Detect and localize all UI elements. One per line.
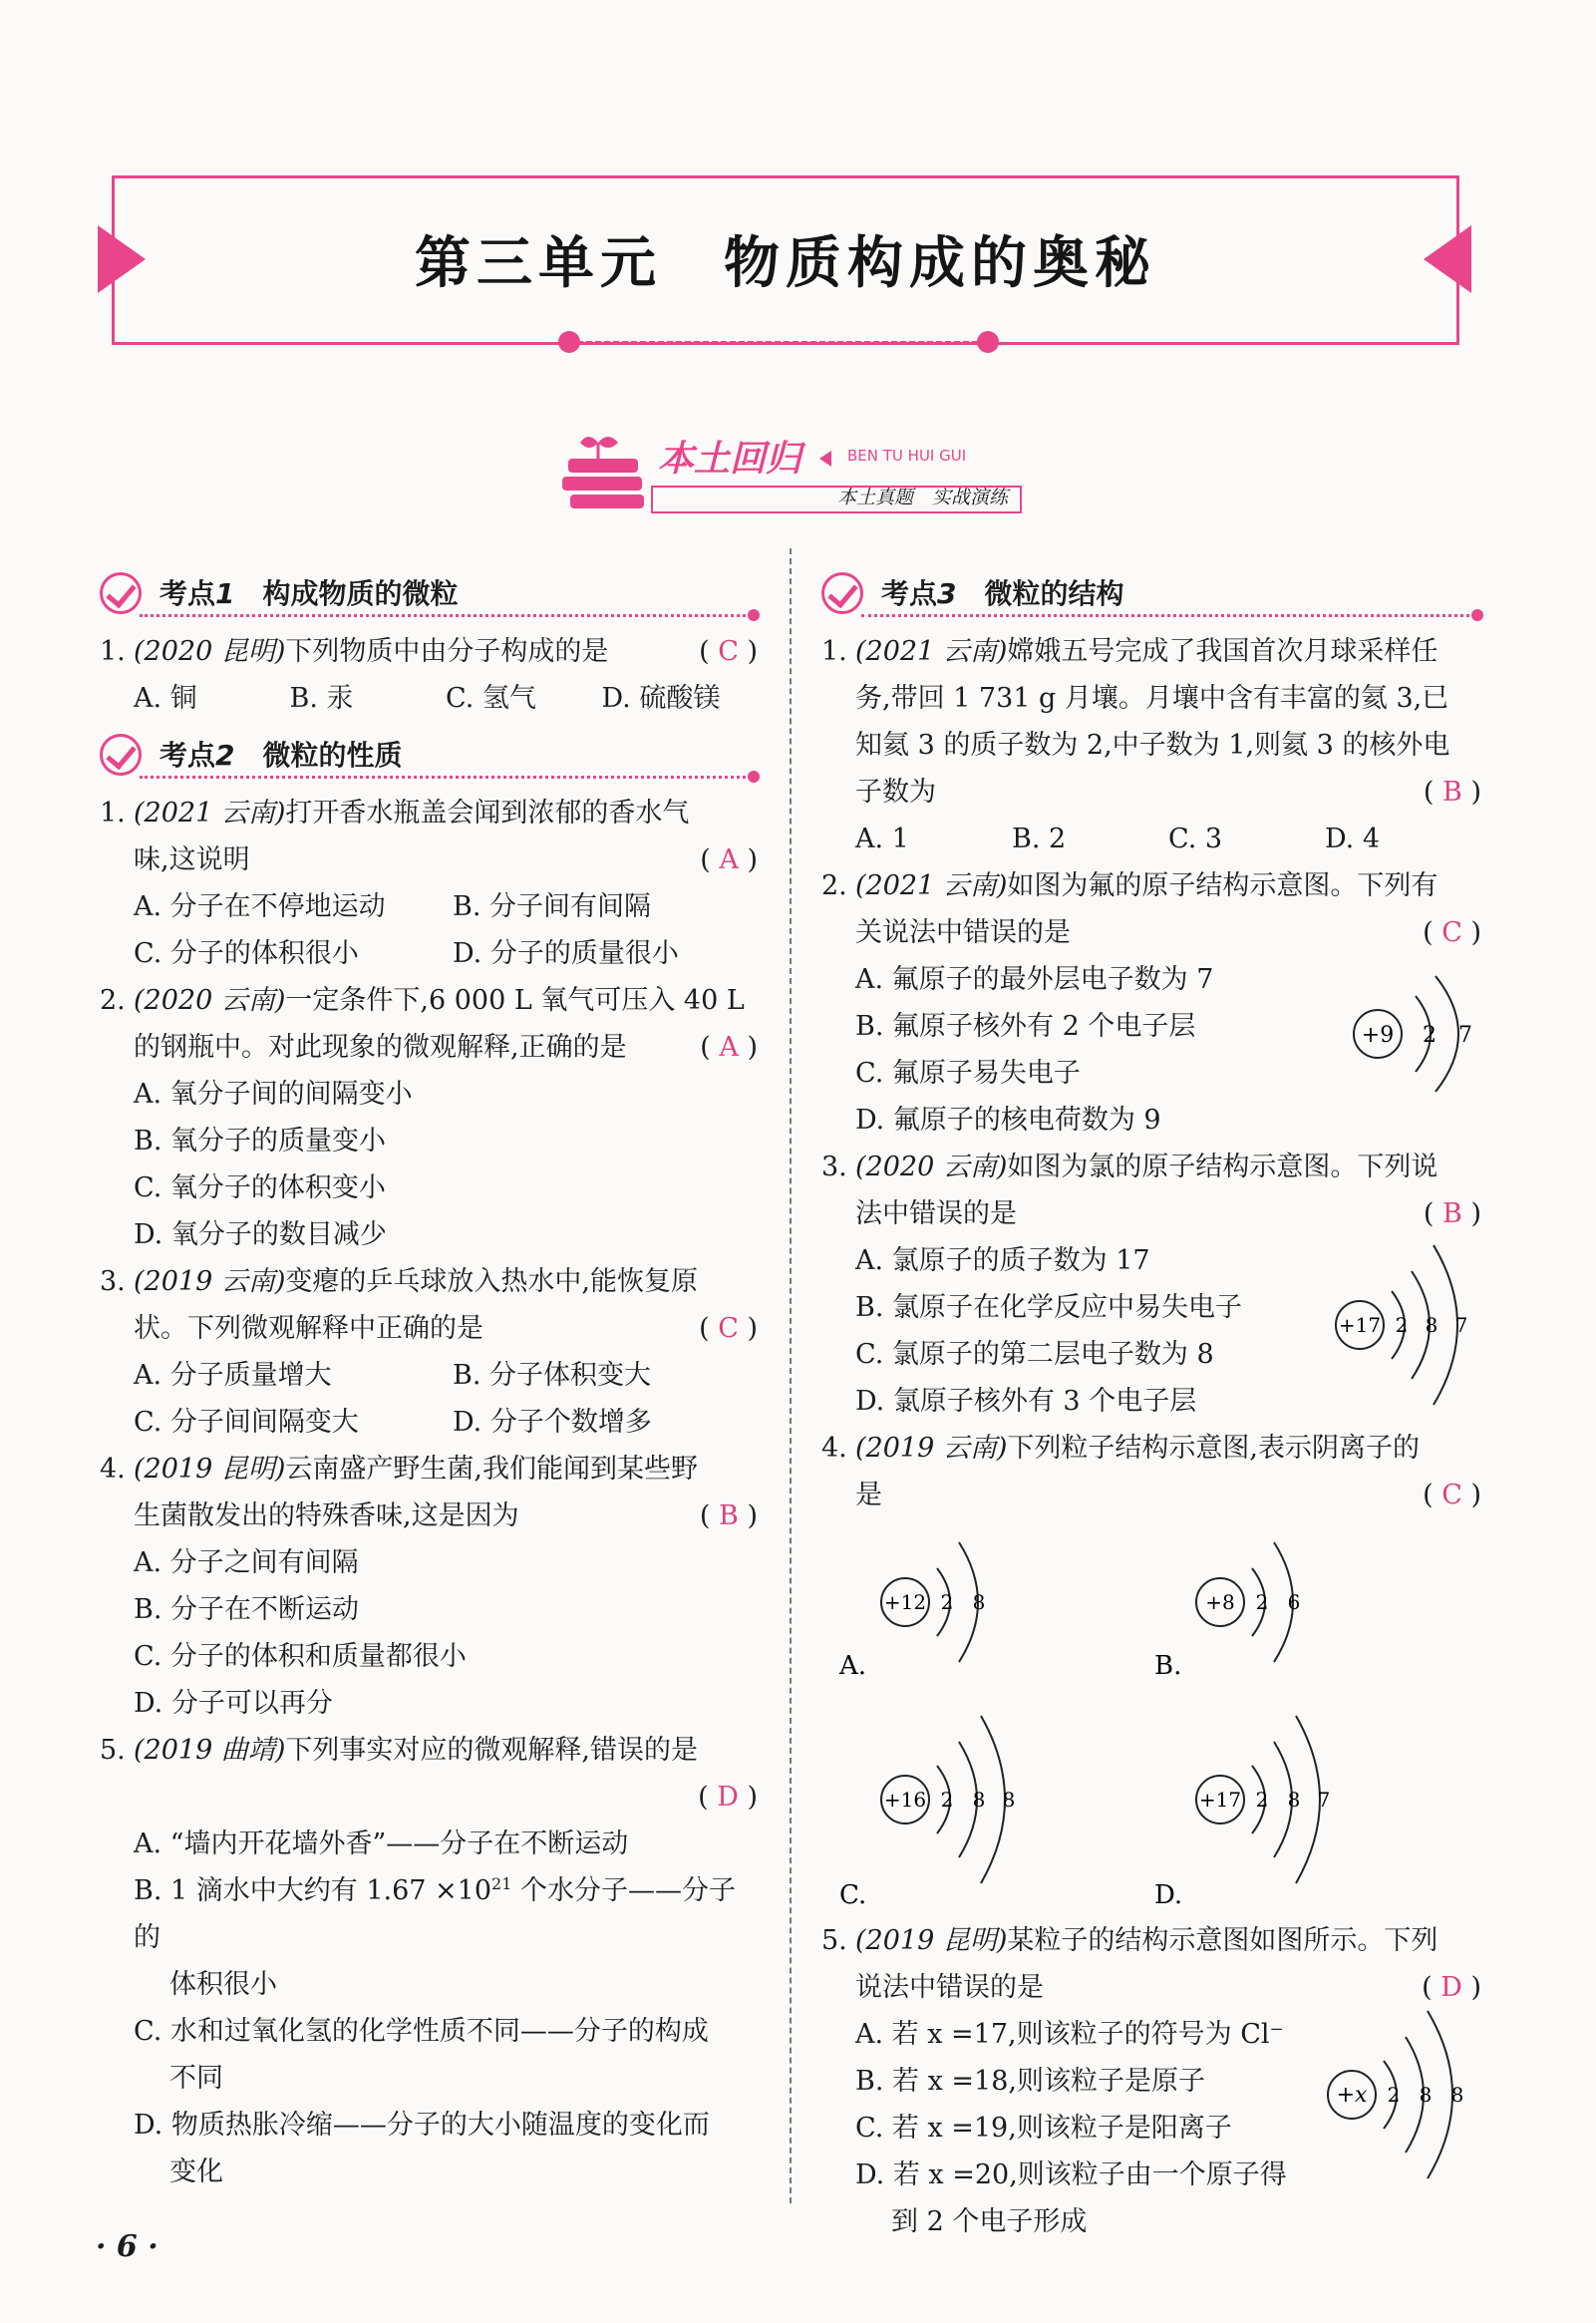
fluorine-atom-diagram (1350, 956, 1479, 1116)
svg-text:A.: A. (839, 1651, 867, 1681)
q4-choice-diagrams (821, 1518, 1481, 1917)
check-circle-icon (100, 734, 142, 776)
question-s2q2: 2. (2020 云南)一定条件下,6 000 L 氧气可压入 40 L 的钢瓶中。对此现象的微观解释,正确的是 ( A ) (100, 977, 758, 1071)
svg-text:+16: +16 (883, 1788, 927, 1812)
svg-text:8: 8 (972, 1788, 986, 1812)
svg-text:8: 8 (1425, 1313, 1438, 1337)
options-s2q1: A. 分子在不停地运动 B. 分子间有间隔 (134, 891, 652, 922)
page-number: · 6 · (96, 2229, 159, 2264)
answer: ( D ) (1422, 1972, 1481, 2003)
left-column: 考点1 构成物质的微粒 1. (2020 昆明)下列物质中由分子构成的是 ( C ) A. 铜 B. 汞 C. 氢气 D. 硫酸镁 考点2 微粒的性质 1. (2021 云南)打开香水瓶盖会闻到浓郁的香水气 味,这说明 ( A ) A. 分子在不停地运动 B. 分子间有间隔 C. 分子的体积很小 D. 分子的质量很小 2. (2020 云南)一定条件下,6 000 L 氧气可压入 40 L 的钢瓶中。对此现象的微观解释,正确的是 ( A ) A. 氧分子间的间隔变小 B. 氧分子的质量变小 C. 氧分子的体积变小 D. 氧分子的数目减少 3. (2019 云南)变瘪的乒乓球放入热水中,能恢复原 状。下列微观解释中正确的是 ( C ) A. 分子质量增大 B. 分子体积变大 C. 分子间间隔变大 D. 分子个数增多 4. (2019 昆明)云南盛产野生菌,我们能闻到某些野 生菌散发出的特殊香味,这是因为 ( B ) A. 分子之间有间隔 B. 分子在不断运动 C. 分子的体积和质量都很小 D. 分子可以再分 5. (2019 曲靖)下列事实对应的微观解释,错误的是 ( D ) A. “墙内开花墙外香”——分子在不断运动 B. 1 滴水中大约有 $1.67 \times 10^{21}$ 个水分子——分子的 体积很小 C. 水和过氧化氢的化学性质不同——分子的构成 不同 D. 物质热胀冷缩——分子的大小随温度的变化而 变化 (100, 560, 758, 2195)
page-title: 第三单元 物质构成的奥秘 (415, 231, 1156, 296)
svg-text:2: 2 (1387, 2083, 1401, 2107)
diagram-choice-b (1150, 1532, 1449, 1692)
svg-text:C.: C. (839, 1880, 867, 1910)
particle-x-diagram (1320, 2003, 1479, 2182)
answer: ( B ) (1423, 777, 1481, 808)
banner-main-text: 本土回归 (658, 439, 802, 480)
answer: ( B ) (699, 1500, 758, 1531)
section-header-3: 考点3 微粒的结构 (821, 566, 1481, 626)
section-dotted-line (861, 614, 1475, 617)
svg-text:7: 7 (1458, 1023, 1472, 1048)
svg-text:+x: +x (1336, 2083, 1368, 2108)
column-divider (790, 548, 792, 2203)
answer: ( B ) (1423, 1198, 1481, 1229)
section-header-1 (100, 566, 758, 626)
answer: ( A ) (700, 844, 758, 875)
answer: ( A ) (700, 1032, 758, 1063)
svg-text:8: 8 (1450, 2083, 1464, 2107)
answer: ( C ) (1423, 1480, 1481, 1510)
svg-text:8: 8 (1419, 2083, 1433, 2107)
section-number: 1 (215, 577, 235, 610)
check-circle-icon (821, 572, 863, 614)
svg-text:8: 8 (972, 1590, 986, 1614)
svg-text:2: 2 (940, 1590, 954, 1614)
svg-text:6: 6 (1287, 1590, 1301, 1614)
section-label: 考点 (160, 577, 216, 610)
svg-text:8: 8 (1287, 1788, 1301, 1812)
banner-subtitle: 本土真题 实战演练 (837, 487, 1009, 508)
banner-pinyin: BEN TU HUI GUI (847, 447, 967, 465)
question-s2q3: 3. (2019 云南)变瘪的乒乓球放入热水中,能恢复原 状。下列微观解释中正确的是 ( C ) (100, 1258, 758, 1352)
svg-text:D.: D. (1154, 1880, 1183, 1910)
svg-text:7: 7 (1454, 1313, 1468, 1337)
options-s1q1: A. 铜 B. 汞 C. 氢气 D. 硫酸镁 (134, 683, 721, 714)
chlorine-atom-diagram (1330, 1231, 1479, 1411)
svg-text:B.: B. (1154, 1651, 1182, 1681)
question-r4: 4. (2019 云南)下列粒子结构示意图,表示阴离子的 是 ( C ) (821, 1425, 1481, 1518)
svg-text:2: 2 (1395, 1313, 1409, 1337)
title-dash-line (568, 341, 987, 344)
svg-text:2: 2 (940, 1788, 954, 1812)
svg-text:2: 2 (1423, 1023, 1436, 1048)
section-header-2: 考点2 微粒的性质 (100, 728, 758, 788)
answer: ( C ) (699, 1313, 758, 1344)
section-name: 构成物质的微粒 (262, 577, 459, 610)
answer: ( D ) (698, 1782, 758, 1813)
svg-text:+9: +9 (1361, 1023, 1395, 1048)
title-dot-left (558, 331, 580, 353)
question-s2q4: 4. (2019 昆明)云南盛产野生菌,我们能闻到某些野 生菌散发出的特殊香味,这是因为 ( B ) (100, 1446, 758, 1539)
question-s1q1: 1. (2020 昆明)下列物质中由分子构成的是 ( C ) (100, 628, 758, 675)
svg-text:+8: +8 (1205, 1590, 1235, 1614)
question-r1: 1. (2021 云南)嫦娥五号完成了我国首次月球采样任 务,带回 1 731 g 月壤。月壤中含有丰富的氦 3,已 知氦 3 的质子数为 2,中子数为 1,则氦 3 的核外电 子数为 ( B ) (821, 628, 1481, 816)
question-s2q1: 1. (2021 云南)打开香水瓶盖会闻到浓郁的香水气 味,这说明 ( A ) (100, 790, 758, 883)
section-banner (558, 429, 1027, 516)
right-column: 考点3 微粒的结构 1. (2021 云南)嫦娥五号完成了我国首次月球采样任 务,带回 1 731 g 月壤。月壤中含有丰富的氦 3,已 知氦 3 的质子数为 2,中子数为 1,则氦 3 的核外电 子数为 ( B ) A. 1 B. 2 C. 3 D. 4 2. (2021 云南)如图为氟的原子结构示意图。下列有 关说法中错误的是 ( C ) A. 氟原子的最外层电子数为 7 B. 氟原子核外有 2 个电子层 C. 氟原子易失电子 D. 氟原子的核电荷数为 9 +9 2 7 3. (2020 云南)如图为氯的原子结构示意图。下列说 法中错误的是 ( B ) A. 氯原子的质子数为 17 B. 氯原子在化学反应中易失电子 C. 氯原子的第二层电子数为 8 D. 氯原子核外有 3 个电子层 +17 2 8 7 4. (2019 云南)下列粒子结构示意图,表示阴离子的 是 ( C ) A. +12 2 8 B. +8 2 6 C. +16 2 8 8 D. +17 2 8 7 5. (2019 昆明)某粒子的结构示意图如图所示。下列 说法中错误的是 ( D ) A. 若 x =17,则该粒子的符号为 Cl⁻ B. 若 x =18,则该粒子是原子 C. 若 x =19,则该粒子是阳离子 D. 若 x =20,则该粒子由一个原子得 到 2 个电子形成 +x 2 8 8 (821, 560, 1481, 2245)
svg-text:8: 8 (1002, 1788, 1016, 1812)
question-r2: 2. (2021 云南)如图为氟的原子结构示意图。下列有 关说法中错误的是 ( C ) (821, 862, 1481, 956)
diagram-choice-a (835, 1532, 1134, 1692)
answer: ( C ) (699, 636, 758, 667)
diagram-choice-c (835, 1704, 1134, 1913)
question-s2q5: 5. (2019 曲靖)下列事实对应的微观解释,错误的是 ( D ) (100, 1727, 758, 1821)
svg-text:2: 2 (1255, 1590, 1269, 1614)
question-r3: 3. (2020 云南)如图为氯的原子结构示意图。下列说 法中错误的是 ( B ) (821, 1144, 1481, 1237)
diagram-choice-d (1150, 1704, 1449, 1913)
svg-text:+17: +17 (1338, 1313, 1382, 1337)
svg-text:7: 7 (1317, 1788, 1331, 1812)
svg-text:+12: +12 (883, 1590, 927, 1614)
answer: ( C ) (1423, 917, 1481, 948)
svg-text:2: 2 (1255, 1788, 1269, 1812)
section-dotted-line (140, 776, 752, 779)
check-circle-icon (100, 572, 142, 614)
svg-text:+17: +17 (1198, 1788, 1242, 1812)
question-r5: 5. (2019 昆明)某粒子的结构示意图如图所示。下列 说法中错误的是 ( D ) (821, 1917, 1481, 2011)
section-dotted-line (140, 614, 752, 617)
title-dot-right (977, 331, 999, 353)
